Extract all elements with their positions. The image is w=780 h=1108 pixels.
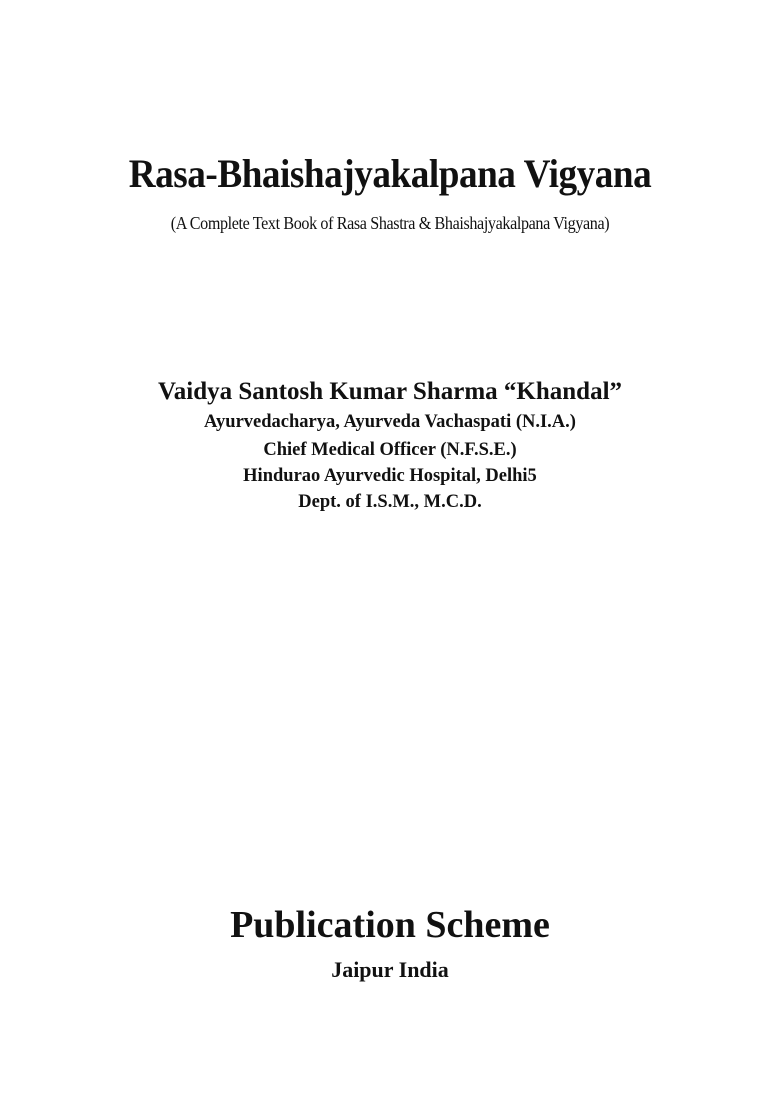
author-credential-degree: Ayurvedacharya, Ayurveda Vachaspati (N.I.A.) bbox=[204, 412, 576, 432]
publisher-location: Jaipur India bbox=[331, 957, 449, 982]
book-title: Rasa-Bhaishajyakalpana Vigyana bbox=[128, 151, 652, 196]
author-name: Vaidya Santosh Kumar Sharma “Khandal” bbox=[157, 378, 623, 405]
publisher-name: Publication Scheme bbox=[230, 904, 550, 946]
book-subtitle: (A Complete Text Book of Rasa Shastra & Bhaishajyakalpana Vigyana) bbox=[170, 213, 610, 233]
author-credential-hospital: Hindurao Ayurvedic Hospital, Delhi5 bbox=[243, 466, 537, 486]
author-credential-position: Chief Medical Officer (N.F.S.E.) bbox=[263, 440, 517, 460]
author-credential-department: Dept. of I.S.M., M.C.D. bbox=[298, 492, 482, 512]
